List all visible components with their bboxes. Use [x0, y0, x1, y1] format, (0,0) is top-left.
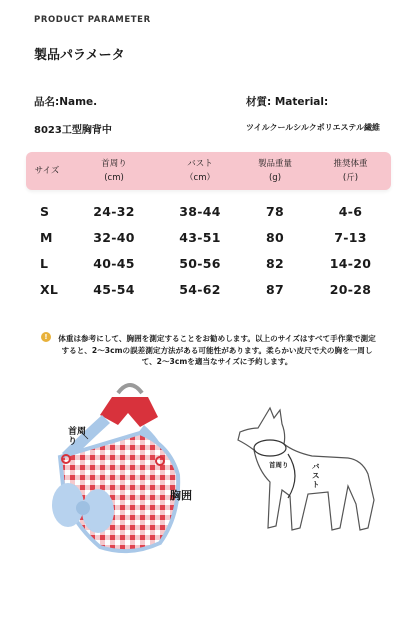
harness-neck-label: 首周り — [68, 427, 87, 447]
harness-illustration — [40, 375, 220, 575]
dog-silhouette — [228, 400, 388, 560]
page-title: 製品パラメータ — [34, 48, 125, 63]
table-row: L 40-45 50-56 82 14-20 — [40, 255, 372, 271]
material-label: 材質: Material: — [246, 96, 329, 108]
header-weight: 製品重量 (g) — [257, 159, 292, 183]
table-row: M 32-40 43-51 80 7-13 — [40, 229, 367, 245]
d-ring-icon — [118, 385, 142, 393]
name-label: 品名:Name. — [34, 96, 98, 108]
harness-chest-label: 胸囲 — [170, 489, 192, 502]
dog-bust-label: バスト — [312, 462, 320, 489]
header-recommended: 推奨体重 (斤) — [333, 159, 368, 183]
table-row: XL 45-54 54-62 87 20-28 — [40, 281, 372, 297]
info-icon: ! — [41, 332, 51, 342]
size-table-header — [26, 152, 391, 190]
material-value: ツイルクールシルクポリエステル繊維 — [246, 123, 380, 132]
header-bust: バスト （cm） — [185, 159, 215, 183]
measurement-note: 体重は参考にして、胸囲を測定することをお勧めします。以上のサイズはすべて手作業で測定すると、2～3cmの誤差測定方法がある可能性があります。柔らかい皮尺で犬の胸を一周して、2～3cmを適当なサイズに予約します。 — [58, 334, 376, 366]
dog-neck-label: 首周り — [269, 461, 289, 469]
header-size: サイズ — [34, 166, 60, 176]
eyebrow-heading: PRODUCT PARAMETER — [34, 15, 151, 25]
name-value: 8023工型胸背中 — [34, 125, 112, 136]
header-neck: 首周り (cm) — [101, 159, 127, 183]
dog-outline-icon — [238, 408, 374, 530]
table-row: S 24-32 38-44 78 4-6 — [40, 203, 363, 219]
size-table — [26, 152, 391, 302]
